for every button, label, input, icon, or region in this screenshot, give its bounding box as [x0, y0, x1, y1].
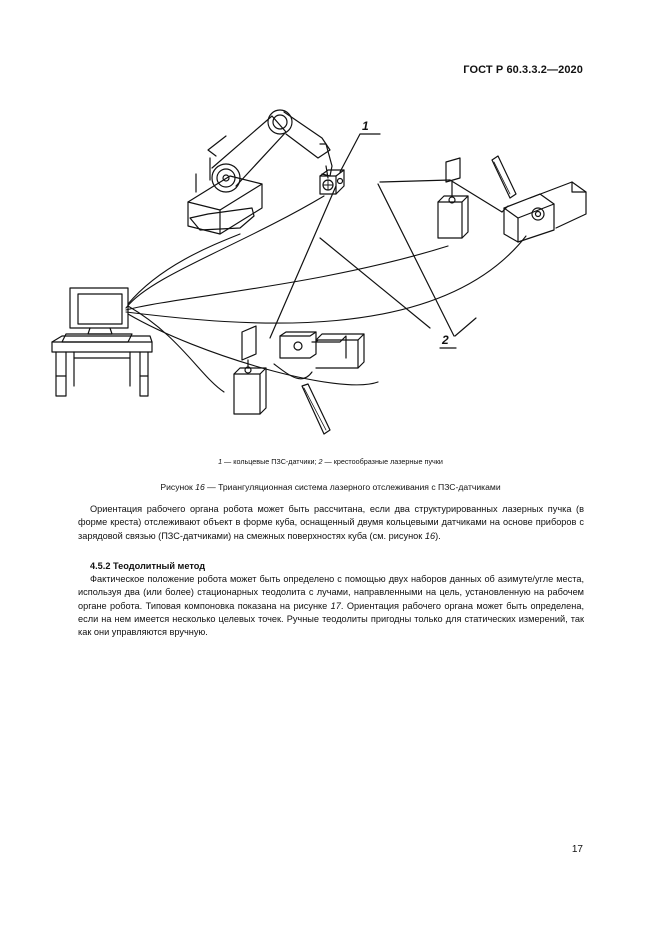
- figure-16-laser-tracking-diagram: [40, 96, 620, 446]
- legend-item-1-text: кольцевые ПЗС-датчики;: [233, 457, 319, 466]
- cube-target: [320, 170, 344, 194]
- laser-beams: [270, 180, 508, 338]
- camera-stand-right: [438, 158, 468, 238]
- paragraph-2-text: Фактическое положение робота может быть определено с помощью двух наборов данных об азимуте/угле места, используя два (или более) стационарных теодолита с лучами, направленными на цель, установленную на рабочем органе робота. Типовая компоновка показана на рисунке: [78, 574, 584, 611]
- paragraph-2-figure-ref: 17: [330, 600, 341, 611]
- callout-1-label: 1: [362, 119, 369, 133]
- paragraph-1-figure-ref: 16: [424, 530, 436, 541]
- robot-arm: [188, 110, 332, 234]
- callout-1: [340, 119, 380, 172]
- figure-legend: [0, 457, 661, 466]
- caption-prefix: Рисунок: [160, 482, 196, 492]
- cables: [126, 196, 526, 392]
- legend-item-1-number: 1: [218, 457, 223, 466]
- paragraph-2-end: . Ориентация рабочего органа может быть определена, если на нем имеется несколько целевых точек. Ручные теодолиты пригодны только для статических измерений, так как они управляются вручную.: [78, 600, 584, 638]
- legend-item-2-number: 2: [318, 457, 323, 466]
- caption-figure-number: 16: [195, 482, 205, 492]
- legend-item-1-separator: —: [222, 457, 234, 466]
- section-heading: 4.5.2 Теодолитный метод: [90, 561, 206, 571]
- paragraph-1-text: Ориентация рабочего органа робота может быть рассчитана, если два структурированных лазерных пучка (в форме креста) отслеживают объект в форме куба, оснащенный двумя кольцевыми датчиками на основе приборов с зарядовой связью (ПЗС-датчиками) на смежных поверхностях куба (см. рисунок: [78, 504, 584, 541]
- paragraph-theodolite: [78, 573, 584, 639]
- legend-item-2-text: крестообразные лазерные пучки: [333, 457, 443, 466]
- figure-caption: [0, 482, 661, 492]
- callout-2-label: 2: [442, 333, 449, 347]
- legend-item-2-separator: —: [322, 457, 334, 466]
- paragraph-orientation: [78, 503, 584, 543]
- computer-workstation: [52, 288, 152, 396]
- caption-text: — Триангуляционная система лазерного отслеживания с ПЗС-датчиками: [204, 482, 501, 492]
- laser-projector-right: [492, 156, 586, 242]
- paragraph-1-end: ).: [435, 530, 441, 541]
- camera-stand-bottom: [234, 326, 266, 414]
- section-4-5-2: [78, 560, 584, 573]
- laser-projector-bottom: [280, 332, 364, 434]
- standard-code: ГОСТ Р 60.3.3.2—2020: [463, 64, 583, 76]
- page-number: 17: [571, 844, 583, 855]
